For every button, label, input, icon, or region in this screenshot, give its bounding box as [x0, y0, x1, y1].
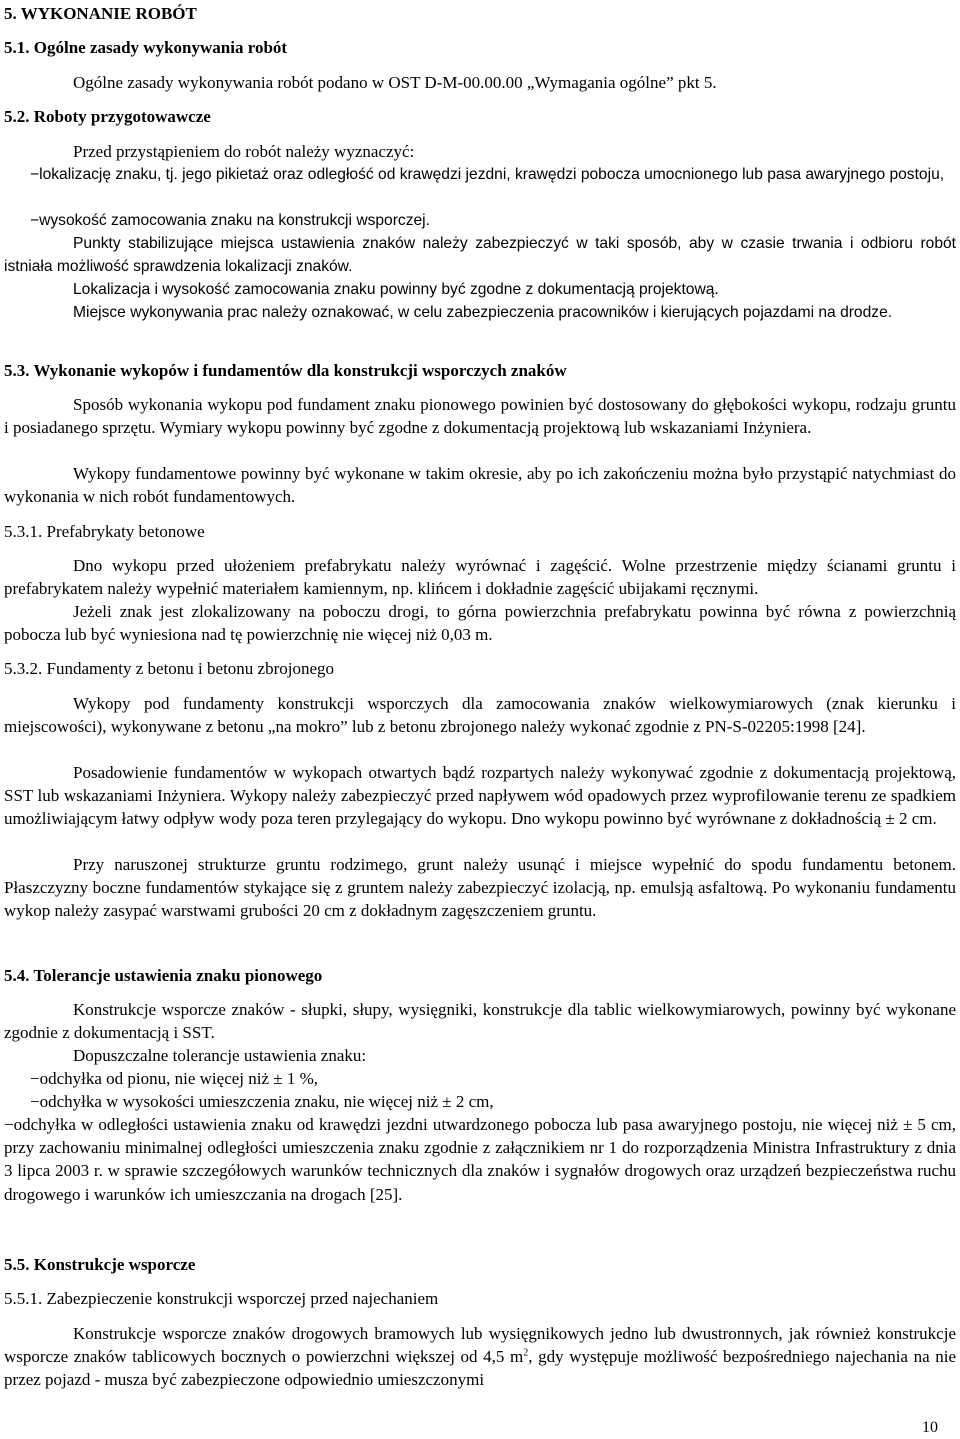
heading-5-3-1: 5.3.1. Prefabrykaty betonowe	[4, 522, 205, 541]
paragraph-5-3-method: Sposób wykonania wykopu pod fundament znaku pionowego powinien być dostosowany do głębokości wykopu, rodzaju gruntu i posiadanego sprzętu. Wymiary wykopu powinny być zgodne z dokumentacją projektową lub wskazaniami Inżyniera.	[4, 395, 956, 438]
paragraph-5-3-2-soil: Przy naruszonej strukturze gruntu rodzimego, grunt należy usunąć i miejsce wypełnić do spodu fundamentu betonem. Płaszczyzny boczne fundamentów stykające się z gruntem należy zabezpieczyć izolacją, np. emulsją asfaltową. Po wykonaniu fundamentu wykop należy zasypać warstwami grubości 20 cm z dokładnym zagęszczeniem gruntu.	[4, 855, 956, 921]
heading-5-5: 5.5. Konstrukcje wsporcze	[4, 1255, 196, 1274]
heading-5-4: 5.4. Tolerancje ustawienia znaku pionowego	[4, 966, 323, 985]
paragraph-5-2-location: Lokalizacja i wysokość zamocowania znaku powinny być zgodne z dokumentacją projektową.	[73, 281, 719, 298]
paragraph-5-3-2-excavation: Wykopy pod fundamenty konstrukcji wsporczych dla zamocowania znaków wielkowymiarowych (znak kierunku i miejscowości), wykonywane z betonu „na mokro” lub z betonu zbrojonego należy wykonać zgodnie z PN-S-02205:1998 [24].	[4, 694, 956, 737]
paragraph-5-4-structures: Konstrukcje wsporcze znaków - słupki, słupy, wysięgniki, konstrukcje dla tablic wielkowymiarowych, powinny być wykonane zgodnie z dokumentacją i SST.	[4, 1000, 956, 1043]
paragraph-5-4-tolerances: Dopuszczalne tolerancje ustawienia znaku:	[73, 1046, 367, 1065]
paragraph-5-5-1	[4, 1322, 956, 1392]
paragraph-5-3-2-foundation: Posadowienie fundamentów w wykopach otwartych bądź rozpartych należy wykonywać zgodnie z dokumentacją projektową, SST lub wskazaniami Inżyniera. Wykopy należy zabezpieczyć przed napływem wód opadowych przez wyprofilowanie terenu ze spadkiem umożliwiającym łatwy odpływ wody poza teren przylegający do wykopu. Dno wykopu powinno być wyrównane z dokładnością ± 2 cm.	[4, 763, 956, 829]
paragraph-5-3-1-bottom: Dno wykopu przed ułożeniem prefabrykatu należy wyrównać i zagęścić. Wolne przestrzenie między ścianami gruntu i prefabrykatem należy wypełnić materiałem kamiennym, np. klińcem i dokładnie zagęścić ubijakami ręcznymi.	[4, 556, 956, 599]
heading-5: 5. WYKONANIE ROBÓT	[4, 4, 197, 23]
list-item-vertical: −odchyłka od pionu, nie więcej niż ± 1 %,	[30, 1069, 319, 1088]
superscript-squared: 2	[523, 1347, 529, 1359]
list-item-height-deviation: −odchyłka w wysokości umieszczenia znaku, nie więcej niż ± 2 cm,	[30, 1092, 494, 1111]
list-item-location: −lokalizację znaku, tj. jego pikietaż oraz odległość od krawędzi jezdni, krawędzi pobocza umocnionego lub pasa awaryjnego postoju,	[30, 166, 945, 183]
page-number: 10	[922, 1419, 938, 1436]
heading-5-1: 5.1. Ogólne zasady wykonywania robót	[4, 38, 288, 57]
heading-5-3-2: 5.3.2. Fundamenty z betonu i betonu zbrojonego	[4, 659, 335, 678]
paragraph-5-2-marking: Miejsce wykonywania prac należy oznakować, w celu zabezpieczenia pracowników i kierujących pojazdami na drodze.	[73, 304, 893, 321]
paragraph-5-5-1-text-cont: , gdy występuje możliwość bezpośredniego najechania na nie przez pojazd - musza być zabezpieczone odpowiednio umieszczonymi	[4, 1347, 956, 1390]
paragraph-5-5-1-text: Konstrukcje wsporcze znaków drogowych bramowych lub wysięgnikowych jedno lub dwustronnych, jak również konstrukcje wsporcze znaków tablicowych bocznych o powierzchni większej od 4,5 m	[4, 1324, 956, 1367]
paragraph-5-2-intro: Przed przystąpieniem do robót należy wyznaczyć:	[73, 142, 415, 161]
paragraph-5-3-timing: Wykopy fundamentowe powinny być wykonane w takim okresie, aby po ich zakończeniu można było przystąpić natychmiast do wykonania w nich robót fundamentowych.	[4, 464, 956, 507]
list-item-distance-deviation: −odchyłka w odległości ustawienia znaku od krawędzi jezdni utwardzonego pobocza lub pasa awaryjnego postoju, nie więcej niż ± 5 cm, przy zachowaniu minimalnej odległości umieszczenia znaku zgodnie z załącznikiem nr 1 do rozporządzenia Ministra Infrastruktury z dnia 3 lipca 2003 r. w sprawie szczegółowych warunków technicznych dla znaków i sygnałów drogowych oraz urządzeń bezpieczeństwa ruchu drogowego i warunków ich umieszczania na drogach [25].	[4, 1115, 956, 1204]
paragraph-5-1: Ogólne zasady wykonywania robót podano w OST D-M-00.00.00 „Wymagania ogólne” pkt 5.	[73, 73, 717, 92]
paragraph-5-3-1-shoulder: Jeżeli znak jest zlokalizowany na poboczu drogi, to górna powierzchnia prefabrykatu powinna być równa z powierzchnią pobocza lub być wyniesiona nad tę powierzchnię nie więcej niż 0,03 m.	[4, 602, 956, 645]
heading-5-3: 5.3. Wykonanie wykopów i fundamentów dla konstrukcji wsporczych znaków	[4, 361, 567, 380]
heading-5-5-1: 5.5.1. Zabezpieczenie konstrukcji wsporczej przed najechaniem	[4, 1289, 439, 1308]
heading-5-2: 5.2. Roboty przygotowawcze	[4, 107, 211, 126]
paragraph-5-2-points: Punkty stabilizujące miejsca ustawienia znaków należy zabezpieczyć w taki sposób, aby w czasie trwania i odbioru robót istniała możliwość sprawdzenia lokalizacji znaków.	[4, 235, 956, 276]
list-item-height: −wysokość zamocowania znaku na konstrukcji wsporczej.	[30, 212, 430, 229]
